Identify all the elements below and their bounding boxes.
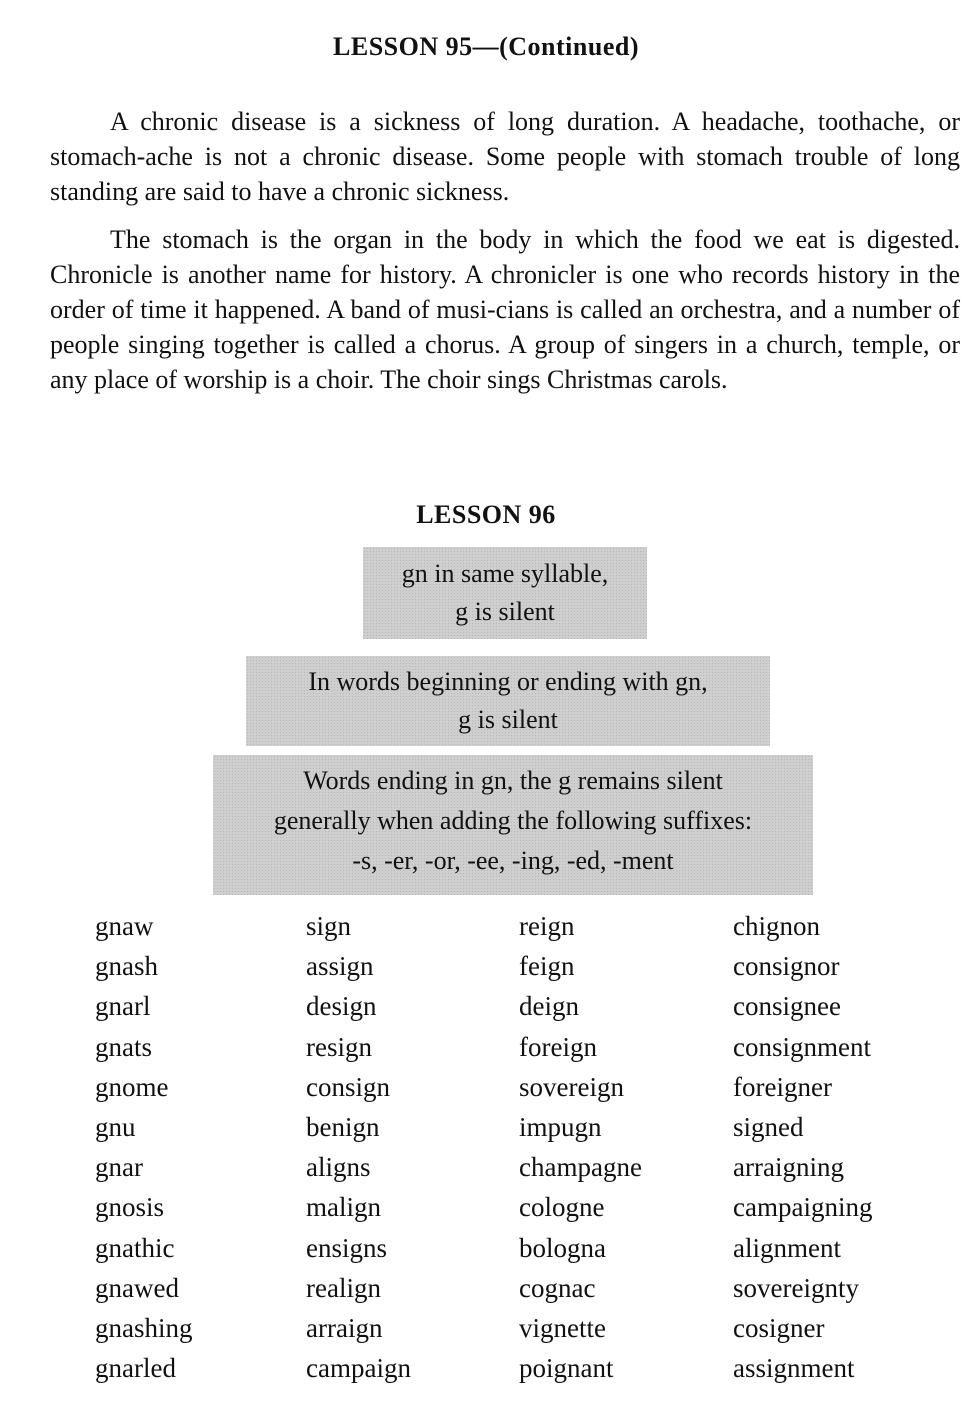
word-item: aligns xyxy=(306,1152,371,1183)
word-item: gnar xyxy=(95,1152,143,1183)
word-item: campaign xyxy=(306,1353,411,1384)
word-item: gnosis xyxy=(95,1192,165,1223)
word-item: sovereignty xyxy=(733,1272,859,1303)
word-item: sign xyxy=(306,911,352,941)
word-item: consignment xyxy=(733,1031,871,1062)
rule-line: g is silent xyxy=(455,597,555,626)
word-item: arraign xyxy=(306,1313,383,1344)
word-item: sovereign xyxy=(519,1071,624,1102)
word-item: benign xyxy=(306,1112,380,1143)
word-item: cosigner xyxy=(733,1313,825,1344)
paragraph-chronic-disease: A chronic disease is a sickness of long duration. A headache, toothache, or stomach-ache is not a chronic disease. Some people with stomach trouble of long standing are said to have a chronic sickness. xyxy=(50,107,960,206)
word-item: chignon xyxy=(733,911,820,941)
word-item: consignee xyxy=(733,991,841,1022)
rule-line: generally when adding the following suffixes: xyxy=(273,806,753,835)
rule-box-suffixes xyxy=(213,755,813,895)
word-item: champagne xyxy=(519,1152,642,1183)
word-item: assign xyxy=(306,951,374,982)
lesson-96-heading: LESSON 96 xyxy=(416,500,556,529)
rule-line: gn in same syllable, xyxy=(401,559,609,588)
word-item: gnats xyxy=(95,1031,152,1062)
word-item: impugn xyxy=(519,1112,602,1143)
word-item: resign xyxy=(306,1031,372,1062)
rule-line: In words beginning or ending with gn, xyxy=(308,667,708,696)
rule-box-same-syllable xyxy=(363,547,647,639)
word-item: realign xyxy=(306,1272,381,1303)
word-item: gnawed xyxy=(95,1272,179,1303)
word-item: campaigning xyxy=(733,1192,873,1223)
word-item: gnu xyxy=(95,1112,136,1143)
word-column-gn-suffixes xyxy=(733,906,872,1388)
word-item: gnaw xyxy=(95,911,154,941)
word-item: gnathic xyxy=(95,1232,175,1263)
word-item: gnome xyxy=(95,1071,169,1102)
word-column-gn-mixed xyxy=(519,906,642,1388)
word-item: gnashing xyxy=(95,1313,193,1344)
word-item: gnarled xyxy=(95,1353,176,1384)
rule-line: -s, -er, -or, -ee, -ing, -ed, -ment xyxy=(352,846,674,875)
rule-line: Words ending in gn, the g remains silent xyxy=(303,766,723,795)
word-item: deign xyxy=(519,991,579,1022)
word-column-gn-final xyxy=(306,906,411,1388)
word-item: gnash xyxy=(95,951,158,982)
rule-line: g is silent xyxy=(458,705,558,734)
word-column-gn-initial xyxy=(95,906,193,1388)
word-item: design xyxy=(306,991,377,1022)
word-item: foreigner xyxy=(733,1071,832,1102)
word-item: reign xyxy=(519,911,575,941)
word-item: alignment xyxy=(733,1232,841,1263)
word-item: consignor xyxy=(733,951,840,982)
word-item: signed xyxy=(733,1112,804,1143)
word-item: vignette xyxy=(519,1313,606,1344)
word-item: bologna xyxy=(519,1232,606,1263)
word-item: foreign xyxy=(519,1031,597,1062)
rule-box-beginning-ending xyxy=(246,656,770,746)
word-item: arraigning xyxy=(733,1152,844,1183)
word-item: poignant xyxy=(519,1353,614,1384)
word-item: cologne xyxy=(519,1192,605,1223)
word-item: cognac xyxy=(519,1272,596,1303)
word-item: consign xyxy=(306,1071,390,1102)
paragraph-stomach-chronicle: The stomach is the organ in the body in which the food we eat is digested. Chronicle is another name for history. A chronicler is one who records history in the order of time it happened. A band of musi-cians is called an orchestra, and a number of people singing together is called a chorus. A group of singers in a church, temple, or any place of worship is a choir. The choir sings Christmas carols. xyxy=(50,225,960,394)
lesson-95-heading: LESSON 95—(Continued) xyxy=(333,32,639,61)
word-item: feign xyxy=(519,951,575,982)
word-item: gnarl xyxy=(95,991,151,1022)
word-item: ensigns xyxy=(306,1232,387,1263)
word-item: malign xyxy=(306,1192,381,1223)
word-item: assignment xyxy=(733,1353,855,1384)
